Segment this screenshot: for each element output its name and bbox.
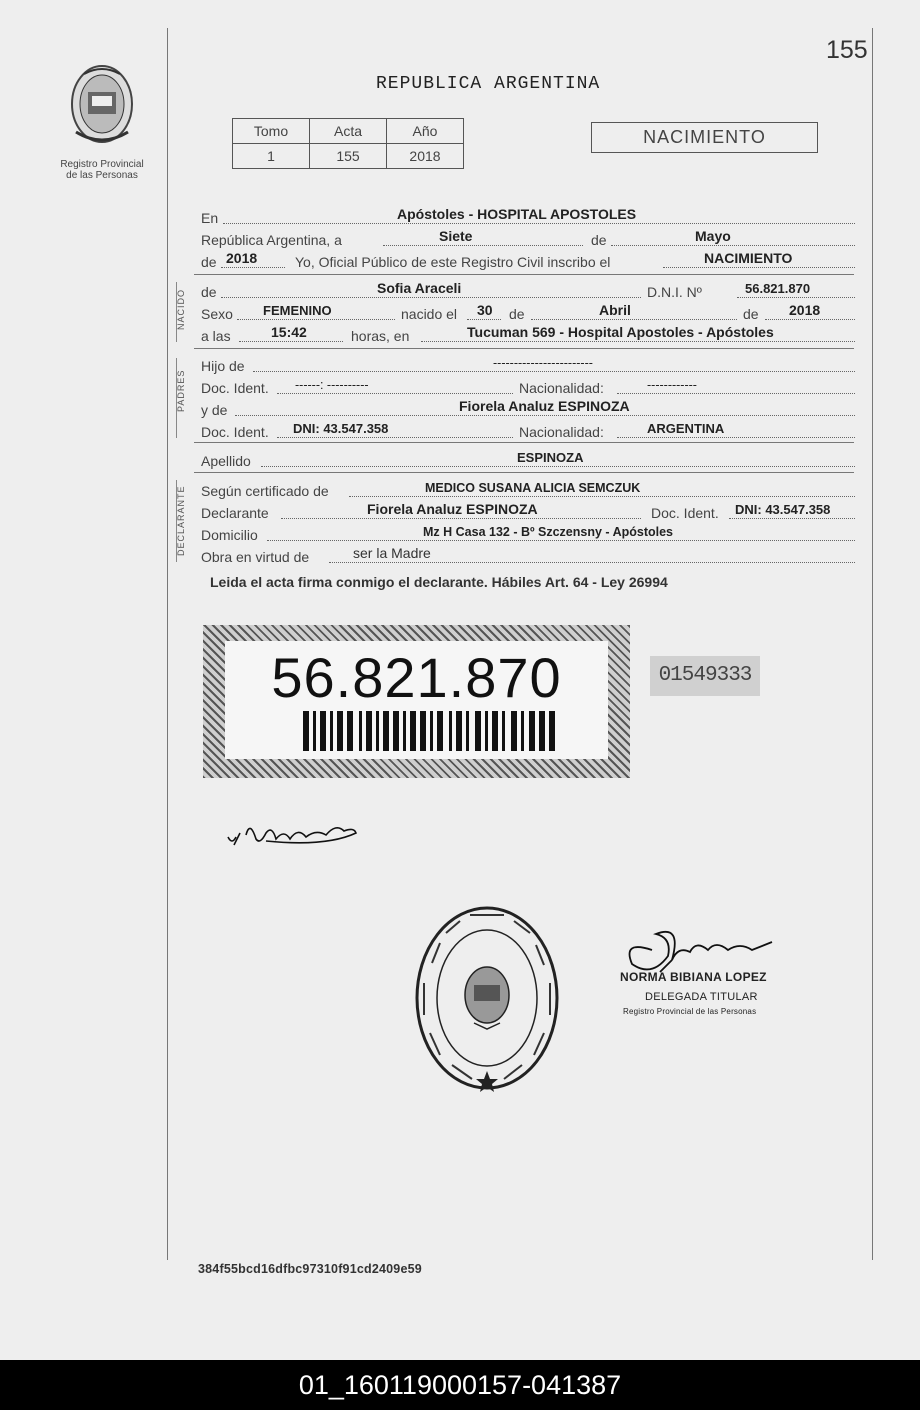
hijo-label: Hijo de — [201, 358, 245, 374]
row-cert — [201, 479, 855, 499]
nac1-label: Nacionalidad: — [519, 380, 604, 396]
birth-year: 2018 — [789, 302, 821, 318]
nac2-label: Nacionalidad: — [519, 424, 604, 440]
nac1-value: ------------ — [647, 378, 697, 392]
row-domicilio — [201, 523, 855, 543]
sexo-label: Sexo — [201, 306, 233, 322]
row-yde — [201, 398, 855, 418]
inscribo-value: NACIMIENTO — [704, 250, 793, 266]
dni-stamp-number: 56.821.870 — [271, 646, 562, 709]
nacido-section-label: NACIDO — [176, 288, 186, 330]
de-label: de — [591, 232, 607, 248]
official-seal-icon — [412, 903, 562, 1093]
signatory-name: NORMA BIBIANA LOPEZ — [620, 970, 767, 984]
closing-text: Leida el acta firma conmigo el declarante. Hábiles Art. 64 - Ley 26994 — [210, 574, 668, 590]
registry-logo — [52, 62, 152, 181]
declarant-signature-icon — [226, 815, 366, 860]
cert-value: MEDICO SUSANA ALICIA SEMCZUK — [425, 481, 641, 495]
decl-doc-value: DNI: 43.547.358 — [735, 502, 831, 517]
year-value: 2018 — [226, 250, 258, 266]
decl-doc-label: Doc. Ident. — [651, 505, 719, 521]
row-doc2 — [201, 420, 855, 440]
apellido-label: Apellido — [201, 453, 251, 469]
registry-table — [232, 118, 464, 169]
header-acta: Acta — [310, 119, 387, 144]
left-margin-line — [167, 28, 168, 1260]
separator-3 — [194, 442, 854, 443]
alas-label: a las — [201, 328, 231, 344]
doc2-value: DNI: 43.547.358 — [293, 421, 389, 436]
row-hora — [201, 324, 855, 344]
dni-label: D.N.I. Nº — [647, 284, 702, 300]
obra-label: Obra en virtud de — [201, 549, 310, 565]
doc1-value: ------: ---------- — [295, 378, 369, 392]
birth-day: 30 — [477, 302, 493, 318]
doc1-label: Doc. Ident. — [201, 380, 269, 396]
nac2-value: ARGENTINA — [647, 421, 725, 436]
serial-number: 01549333 — [650, 656, 760, 696]
footer-id-bar: 01_160119000157-041387 — [0, 1360, 920, 1410]
separator-1 — [194, 274, 854, 275]
document-hash: 384f55bcd16dfbc97310f91cd2409e59 — [198, 1262, 422, 1276]
row-apellido — [201, 449, 855, 469]
header-tomo: Tomo — [233, 119, 310, 144]
document-title: REPUBLICA ARGENTINA — [376, 74, 601, 94]
barcode-icon — [303, 711, 563, 751]
day-value: Siete — [439, 228, 473, 244]
row-republica — [201, 228, 855, 248]
name-label: de — [201, 284, 217, 300]
row-oficial — [201, 250, 855, 270]
act-type-box: NACIMIENTO — [591, 122, 818, 153]
signatory-org: Registro Provincial de las Personas — [623, 1007, 757, 1016]
dni-value: 56.821.870 — [745, 281, 811, 296]
birth-month: Abril — [599, 302, 631, 318]
padres-section-label: PADRES — [176, 369, 186, 412]
year-label: de — [201, 254, 217, 270]
yde-value: Fiorela Analuz ESPINOZA — [459, 398, 630, 414]
declarante-value: Fiorela Analuz ESPINOZA — [367, 501, 538, 517]
en-value: Apóstoles - HOSPITAL APOSTOLES — [397, 206, 637, 222]
value-acta: 155 — [310, 144, 387, 169]
obra-value: ser la Madre — [353, 545, 431, 561]
row-declarante — [201, 501, 855, 521]
republica-label: República Argentina, a — [201, 232, 342, 248]
yde-label: y de — [201, 402, 228, 418]
page-number: 155 — [826, 36, 868, 64]
dni-stamp-inner — [225, 641, 608, 759]
oficial-text: Yo, Oficial Público de este Registro Civil inscribo el — [295, 254, 611, 270]
row-en — [201, 206, 855, 226]
domicilio-label: Domicilio — [201, 527, 258, 543]
right-margin-line — [872, 28, 873, 1260]
value-ano: 2018 — [387, 144, 464, 169]
nacido-el-label: nacido el — [401, 306, 458, 322]
sexo-value: FEMENINO — [263, 303, 332, 318]
birth-de1: de — [509, 306, 525, 322]
dni-stamp — [203, 625, 630, 778]
place-value: Tucuman 569 - Hospital Apostoles - Apóstoles — [467, 324, 774, 340]
hijo-value: ------------------------ — [493, 356, 593, 370]
value-tomo: 1 — [233, 144, 310, 169]
separator-2 — [194, 348, 854, 349]
hour-value: 15:42 — [271, 324, 307, 340]
month-value: Mayo — [695, 228, 731, 244]
provincial-emblem-icon — [62, 62, 142, 152]
logo-caption-line2: de las Personas — [66, 170, 138, 181]
horas-label: horas, en — [351, 328, 410, 344]
declarante-label: Declarante — [201, 505, 269, 521]
row-hijo — [201, 354, 855, 374]
header-ano: Año — [387, 119, 464, 144]
logo-caption-line1: Registro Provincial — [60, 159, 144, 170]
domicilio-value: Mz H Casa 132 - Bº Szczensny - Apóstoles — [423, 525, 674, 539]
apellido-value: ESPINOZA — [517, 450, 584, 465]
name-value: Sofia Araceli — [377, 280, 462, 296]
row-name — [201, 280, 855, 300]
row-sexo — [201, 302, 855, 322]
doc2-label: Doc. Ident. — [201, 424, 269, 440]
separator-4 — [194, 472, 854, 473]
declarante-section-label: DECLARANTE — [176, 485, 186, 556]
en-label: En — [201, 210, 219, 226]
birth-de2: de — [743, 306, 759, 322]
cert-label: Según certificado de — [201, 483, 329, 499]
row-doc1 — [201, 376, 855, 396]
row-obra — [201, 545, 855, 565]
signatory-role: DELEGADA TITULAR — [645, 991, 758, 1003]
